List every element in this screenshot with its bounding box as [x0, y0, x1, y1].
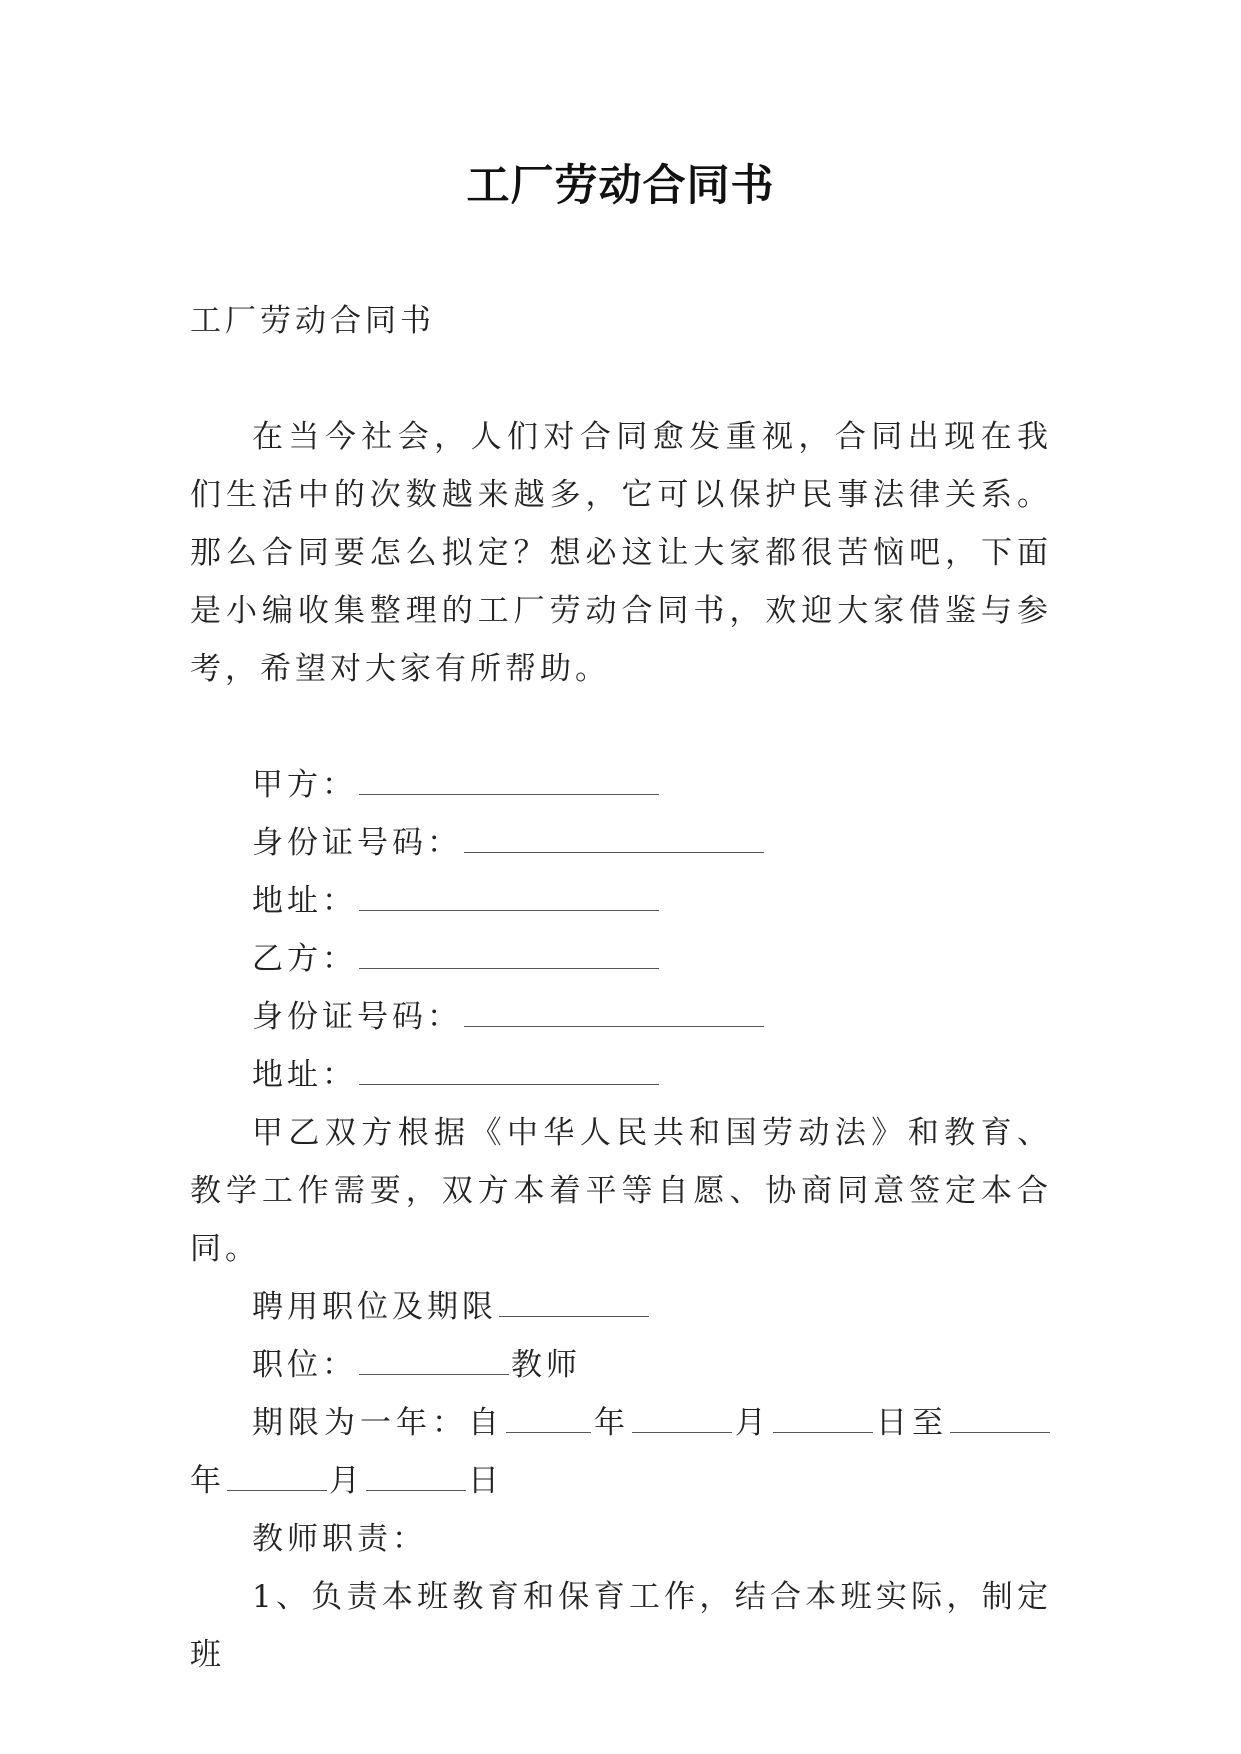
end-month-label: 月	[329, 1463, 364, 1499]
party-b-blank	[359, 940, 659, 969]
end-day-label: 日	[468, 1463, 503, 1499]
position-term-line	[190, 1278, 1052, 1336]
end-day-blank	[366, 1462, 466, 1491]
term-line	[190, 1394, 1052, 1510]
party-a-address-label: 地址：	[252, 883, 357, 919]
duties-label: 教师职责：	[252, 1521, 427, 1557]
party-b-address-line	[190, 1046, 1052, 1104]
position-blank	[359, 1346, 509, 1375]
position-term-label: 聘用职位及期限	[252, 1289, 497, 1325]
start-year-blank	[506, 1404, 591, 1433]
document-title: 工厂劳动合同书	[466, 161, 775, 211]
start-month-label: 月	[734, 1405, 771, 1441]
position-term-blank	[499, 1288, 649, 1317]
subtitle: 工厂劳动合同书	[190, 303, 435, 339]
term-prefix: 期限为一年：自	[252, 1405, 504, 1441]
intro-paragraph: 在当今社会，人们对合同愈发重视，合同出现在我们生活中的次数越来越多，它可以保护民事法律关系。那么合同要怎么拟定？想必这让大家都很苦恼吧，下面是小编收集整理的工厂劳动合同书，欢迎大家借鉴与参考，希望对大家有所帮助。	[190, 419, 1052, 687]
basis-paragraph: 甲乙双方根据《中华人民共和国劳动法》和教育、教学工作需要，双方本着平等自愿、协商同意签定本合同。	[190, 1115, 1052, 1267]
party-b-id-label: 身份证号码：	[252, 999, 462, 1035]
end-month-blank	[227, 1462, 327, 1491]
party-a-id-label: 身份证号码：	[252, 825, 462, 861]
party-b-line	[190, 930, 1052, 988]
document-body	[190, 292, 1052, 1684]
party-b-label: 乙方：	[252, 941, 357, 977]
position-suffix: 教师	[511, 1347, 581, 1383]
party-a-address-blank	[359, 882, 659, 911]
party-b-address-label: 地址：	[252, 1057, 357, 1093]
duty-item-1: 1、负责本班教育和保育工作，结合本班实际，制定班	[190, 1579, 1052, 1673]
party-a-id-line	[190, 814, 1052, 872]
party-b-address-blank	[359, 1056, 659, 1085]
party-b-id-blank	[464, 998, 764, 1027]
party-a-line	[190, 756, 1052, 814]
start-month-blank	[632, 1404, 732, 1433]
start-year-label: 年	[593, 1405, 630, 1441]
position-label: 职位：	[252, 1347, 357, 1383]
party-b-id-line	[190, 988, 1052, 1046]
party-a-address-line	[190, 872, 1052, 930]
party-a-blank	[359, 766, 659, 795]
position-line	[190, 1336, 1052, 1394]
day-to-label: 日至	[875, 1405, 948, 1441]
end-year-label: 年	[190, 1463, 225, 1499]
party-a-id-blank	[464, 824, 764, 853]
start-day-blank	[773, 1404, 873, 1433]
end-year-blank	[950, 1404, 1050, 1433]
party-a-label: 甲方：	[252, 767, 357, 803]
